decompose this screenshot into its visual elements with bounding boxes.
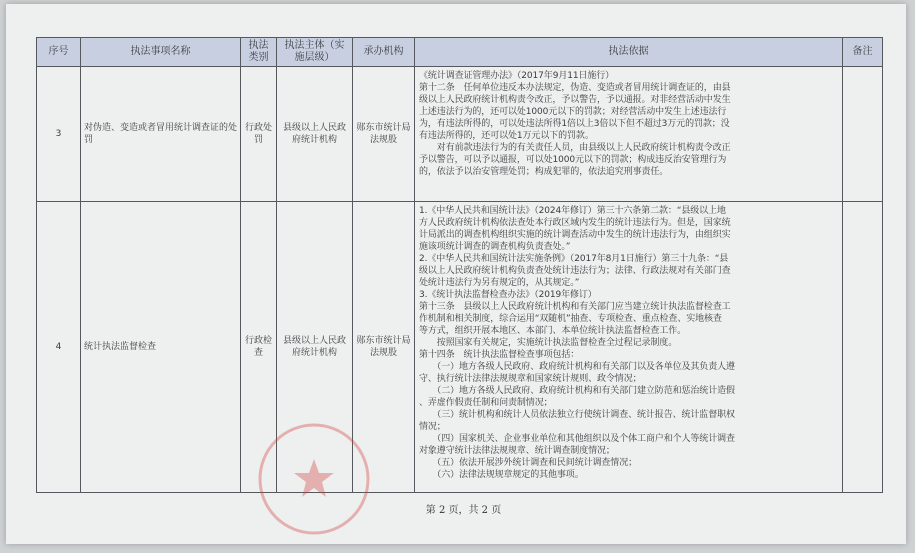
table-header-row [37, 38, 883, 67]
basis-line: 上述违法行为的，还可以处1000元以下的罚款；对经营活动中发生上述违法行 [419, 107, 727, 117]
row-type: 行政检查 [241, 202, 277, 493]
basis-line: 3.《统计执法监督检查办法》（2019年修订） [419, 290, 597, 300]
basis-line: 按照国家有关规定，实施统计执法监督检查全过程记录制度。 [419, 338, 678, 348]
row-remarks [843, 67, 883, 202]
row-subject: 县级以上人民政府统计机构 [277, 67, 353, 202]
table-row [37, 67, 883, 202]
header-subject: 执法主体（实施层级） [277, 38, 353, 67]
row-item-name: 统计执法监督检查 [81, 202, 241, 493]
row-type: 行政处罚 [241, 67, 277, 202]
header-agency: 承办机构 [353, 38, 415, 67]
header-index: 序号 [37, 38, 81, 67]
basis-line: 1.《中华人民共和国统计法》（2024年修订）第三十六条第二款：“县级以上地 [419, 206, 726, 216]
basis-line: 作机制和相关制度，综合运用“双随机”抽查、专项检查、重点检查、实地核查 [419, 314, 722, 324]
row-subject: 县级以上人民政府统计机构 [277, 202, 353, 493]
basis-line: 的，依法予以治安管理处罚；构成犯罪的，依法追究刑事责任。 [419, 167, 669, 177]
row-remarks [843, 202, 883, 493]
official-seal-icon [254, 419, 374, 539]
header-item-name: 执法事项名称 [81, 38, 241, 67]
basis-line: 等方式，组织开展本地区、本部门、本单位统计执法监督检查工作。 [419, 326, 687, 336]
basis-line: （六）法律法规规章规定的其他事项。 [419, 470, 584, 480]
enforcement-table [36, 37, 883, 493]
basis-line: 计局派出的调查机构组织实施的统计调查活动中发生的统计违法行为，由组织实 [419, 230, 731, 240]
basis-line: 第十三条 县级以上人民政府统计机构和有关部门应当建立统计执法监督检查工 [419, 302, 731, 312]
basis-line: （五）依法开展涉外统计调查和民间统计调查情况； [419, 458, 638, 468]
row-agency: 郧东市统计局法规股 [353, 67, 415, 202]
table-row [37, 202, 883, 493]
basis-line: 处统计违法行为另有规定的，从其规定。” [419, 278, 580, 288]
basis-line: 方人民政府统计机构依法查处本行政区域内发生的统计违法行为。但是，国家统 [419, 218, 731, 228]
header-type: 执法类别 [241, 38, 277, 67]
basis-line: 情况； [419, 422, 446, 432]
basis-line: 守、执行统计法律法规规章和国家统计规则、政令情况； [419, 374, 642, 384]
basis-line: （一）地方各级人民政府、政府统计机构和有关部门以及各单位及其负责人遵 [419, 362, 735, 372]
row-agency: 郧东市统计局法规股 [353, 202, 415, 493]
basis-line: 施该项统计调查的调查机构负责查处。” [419, 242, 571, 252]
page-number: 第 2 页，共 2 页 [425, 505, 502, 516]
basis-line: 第十二条 任何单位违反本办法规定，伪造、变造或者冒用统计调查证的，由县 [419, 83, 731, 93]
basis-line: （三）统计机构和统计人员依法独立行使统计调查、统计报告、统计监督职权 [419, 410, 735, 420]
row-basis [415, 67, 843, 202]
basis-line: （二）地方各级人民政府、政府统计机构和有关部门建立防范和惩治统计造假 [419, 386, 735, 396]
basis-line: 级以上人民政府统计机构责令改正，予以警告，予以通报。对非经营活动中发生 [419, 95, 731, 105]
row-item-name: 对伪造、变造或者冒用统计调查证的处罚 [81, 67, 241, 202]
basis-line: 对象遵守统计法律法规规章、统计调查制度情况； [419, 446, 615, 456]
basis-line: 为，有违法所得的，可以处违法所得1倍以上3倍以下但不超过3万元的罚款；没 [419, 119, 730, 129]
basis-line: 、弄虚作假责任制和问责制情况； [419, 398, 553, 408]
header-remarks: 备注 [843, 38, 883, 67]
basis-line: 级以上人民政府统计机构负责查处统计违法行为；法律、行政法规对有关部门查 [419, 266, 731, 276]
row-index: 3 [37, 67, 81, 202]
row-basis [415, 202, 843, 493]
basis-line: 对有前款违法行为的有关责任人员，由县级以上人民政府统计机构责令改正 [419, 143, 731, 153]
document-page [6, 4, 906, 544]
basis-line: 有违法所得的，还可以处1万元以下的罚款。 [419, 131, 594, 141]
basis-line: 2.《中华人民共和国统计法实施条例》（2017年8月1日施行）第三十九条：“县 [419, 254, 729, 264]
header-basis: 执法依据 [415, 38, 843, 67]
row-index: 4 [37, 202, 81, 493]
basis-line: 第十四条 统计执法监督检查事项包括： [419, 350, 580, 360]
basis-line: 《统计调查证管理办法》（2017年9月11日施行） [419, 71, 615, 81]
basis-line: （四）国家机关、企业事业单位和其他组织以及个体工商户和个人等统计调查 [419, 434, 735, 444]
basis-line: 予以警告，可以予以通报，可以处1000元以下的罚款；构成违反治安管理行为 [419, 155, 727, 165]
